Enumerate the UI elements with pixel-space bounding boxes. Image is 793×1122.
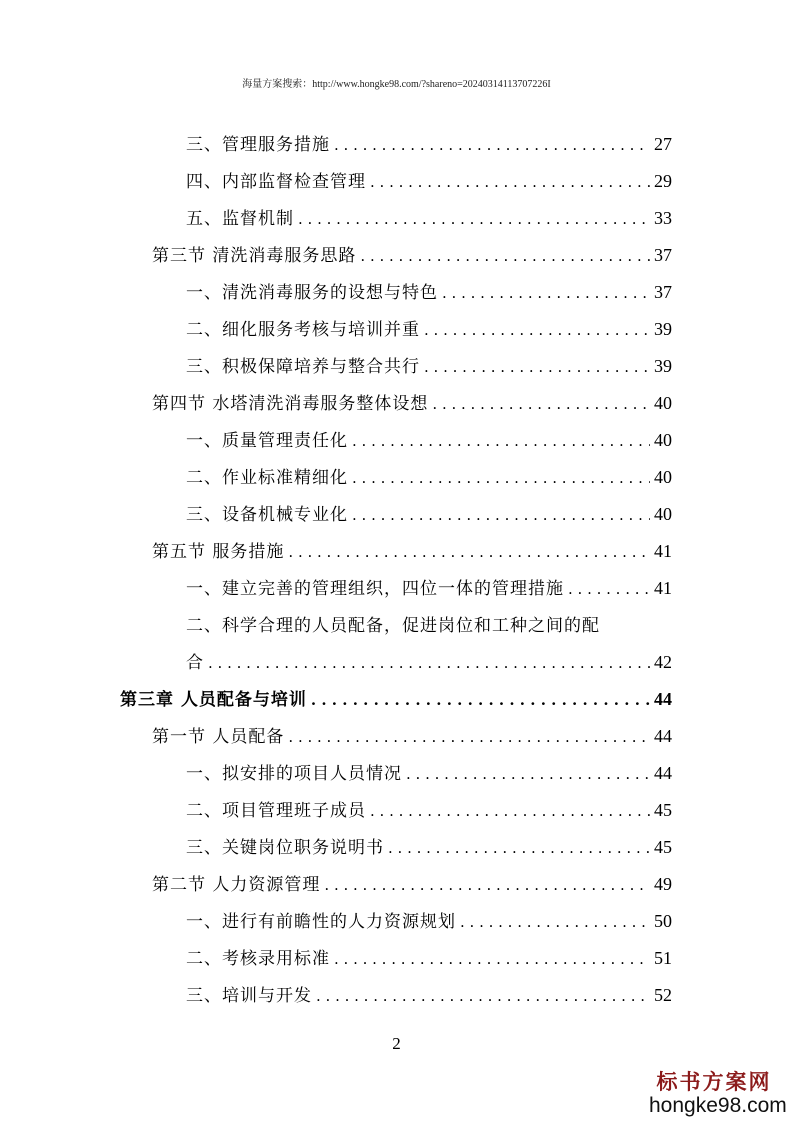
toc-entry-page: 37 xyxy=(654,245,672,265)
toc-entry-page: 29 xyxy=(654,171,672,191)
toc-entry-title: 第二节 人力资源管理 xyxy=(152,875,321,894)
toc-leader xyxy=(352,506,650,524)
toc-entry-title: 合 xyxy=(186,653,204,672)
toc-entry-page: 51 xyxy=(654,948,672,968)
toc-entry[interactable] xyxy=(152,241,672,265)
toc-entry-page: 37 xyxy=(654,282,672,302)
toc-entry-page: 40 xyxy=(654,467,672,487)
toc-entry-page: 49 xyxy=(654,874,672,894)
site-watermark-logo xyxy=(649,1066,787,1118)
toc-entry-title: 三、设备机械专业化 xyxy=(186,505,348,524)
toc-leader xyxy=(352,469,650,487)
toc-leader xyxy=(316,987,650,1005)
toc-entry-title: 三、管理服务措施 xyxy=(186,135,330,154)
toc-entry-title: 三、关键岗位职务说明书 xyxy=(186,838,384,857)
toc-entry[interactable] xyxy=(186,833,672,857)
toc-entry-page: 50 xyxy=(654,911,672,931)
toc-entry-title: 一、拟安排的项目人员情况 xyxy=(186,764,402,783)
toc-leader xyxy=(334,950,650,968)
toc-entry[interactable] xyxy=(186,648,672,672)
toc-entry-page: 40 xyxy=(654,504,672,524)
toc-leader xyxy=(311,691,650,709)
watermark-cn-text: 标书方案网 xyxy=(656,1069,772,1094)
toc-entry-title: 一、进行有前瞻性的人力资源规划 xyxy=(186,912,456,931)
toc-entry[interactable] xyxy=(186,944,672,968)
toc-entry-page: 45 xyxy=(654,800,672,820)
toc-entry-page: 33 xyxy=(654,208,672,228)
toc-leader xyxy=(324,876,650,894)
toc-entry-page: 45 xyxy=(654,837,672,857)
toc-entry[interactable] xyxy=(152,722,672,746)
toc-entry-page: 27 xyxy=(654,134,672,154)
toc-leader xyxy=(568,580,650,598)
toc-entry[interactable] xyxy=(186,167,672,191)
toc-leader xyxy=(388,839,650,857)
toc-entry[interactable] xyxy=(186,278,672,302)
toc-entry-wrapped-line[interactable]: 二、科学合理的人员配备，促进岗位和工种之间的配 xyxy=(186,616,600,636)
toc-leader xyxy=(424,358,650,376)
toc-leader xyxy=(298,210,650,228)
toc-leader xyxy=(370,173,650,191)
toc-entry[interactable] xyxy=(186,426,672,450)
toc-entry-title: 一、建立完善的管理组织，四位一体的管理措施 xyxy=(186,579,564,598)
toc-entry-page: 44 xyxy=(654,763,672,783)
toc-leader xyxy=(370,802,650,820)
toc-entry-title: 一、质量管理责任化 xyxy=(186,431,348,450)
toc-entry-title: 二、作业标准精细化 xyxy=(186,468,348,487)
toc-entry[interactable] xyxy=(186,463,672,487)
page-header-url: 海量方案搜索：http://www.hongke98.com/?shareno=20240314113707226I xyxy=(242,79,551,90)
toc-leader xyxy=(360,247,650,265)
toc-entry-title: 第一节 人员配备 xyxy=(152,727,285,746)
toc-entry-page: 40 xyxy=(654,393,672,413)
toc-entry-title: 四、内部监督检查管理 xyxy=(186,172,366,191)
watermark-en-text: hongke98.com xyxy=(649,1094,787,1117)
toc-entry-title: 第三章 人员配备与培训 xyxy=(120,690,307,709)
toc-entry-page: 41 xyxy=(654,578,672,598)
toc-leader xyxy=(432,395,650,413)
toc-entry-page: 39 xyxy=(654,319,672,339)
toc-entry[interactable] xyxy=(152,389,672,413)
toc-entry-title: 二、项目管理班子成员 xyxy=(186,801,366,820)
toc-entry-title: 二、细化服务考核与培训并重 xyxy=(186,320,420,339)
toc-entry-title: 二、考核录用标准 xyxy=(186,949,330,968)
toc-entry-title: 三、培训与开发 xyxy=(186,986,312,1005)
toc-entry-page: 42 xyxy=(654,652,672,672)
toc-entry[interactable] xyxy=(152,870,672,894)
toc-entry[interactable] xyxy=(186,130,672,154)
toc-entry[interactable] xyxy=(186,315,672,339)
toc-leader xyxy=(208,654,650,672)
toc-leader xyxy=(424,321,650,339)
toc-entry-page: 39 xyxy=(654,356,672,376)
page-number: 2 xyxy=(392,1034,401,1053)
toc-leader xyxy=(334,136,650,154)
toc-entry-page: 40 xyxy=(654,430,672,450)
toc-entry[interactable] xyxy=(186,981,672,1005)
toc-leader xyxy=(442,284,650,302)
toc-entry[interactable] xyxy=(186,907,672,931)
toc-entry[interactable] xyxy=(186,500,672,524)
toc-entry-title: 第五节 服务措施 xyxy=(152,542,285,561)
toc-leader xyxy=(406,765,650,783)
toc-entry[interactable] xyxy=(186,759,672,783)
toc-entry[interactable] xyxy=(152,537,672,561)
toc-entry-title: 第三节 清洗消毒服务思路 xyxy=(152,246,357,265)
toc-entry-title: 一、清洗消毒服务的设想与特色 xyxy=(186,283,438,302)
toc-chapter-entry[interactable] xyxy=(120,685,672,709)
toc-entry[interactable] xyxy=(186,574,672,598)
toc-entry[interactable] xyxy=(186,796,672,820)
toc-entry[interactable] xyxy=(186,352,672,376)
toc-leader xyxy=(288,543,650,561)
toc-entry-page: 41 xyxy=(654,541,672,561)
toc-entry-page: 44 xyxy=(654,689,672,709)
toc-leader xyxy=(352,432,650,450)
toc-entry-page: 52 xyxy=(654,985,672,1005)
toc-entry-title: 三、积极保障培养与整合共行 xyxy=(186,357,420,376)
toc-entry-page: 44 xyxy=(654,726,672,746)
toc-entry-title: 五、监督机制 xyxy=(186,209,294,228)
toc-leader xyxy=(288,728,650,746)
toc-entry-title: 第四节 水塔清洗消毒服务整体设想 xyxy=(152,394,429,413)
toc-leader xyxy=(460,913,650,931)
toc-entry[interactable] xyxy=(186,204,672,228)
